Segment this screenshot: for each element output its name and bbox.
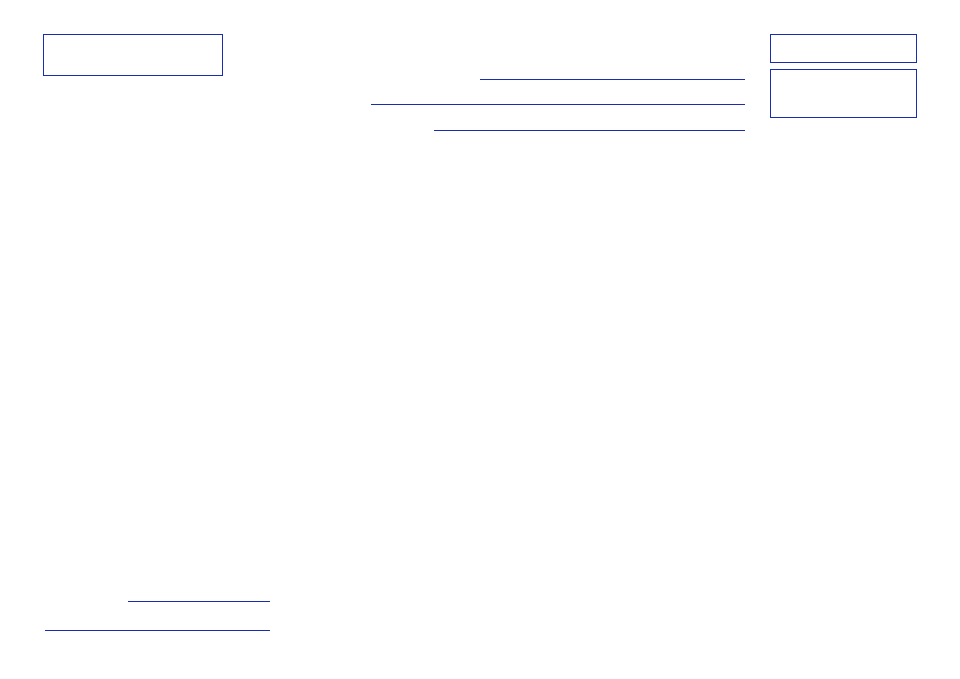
founded-date-field[interactable] xyxy=(128,601,270,602)
signature-field[interactable] xyxy=(45,630,270,631)
